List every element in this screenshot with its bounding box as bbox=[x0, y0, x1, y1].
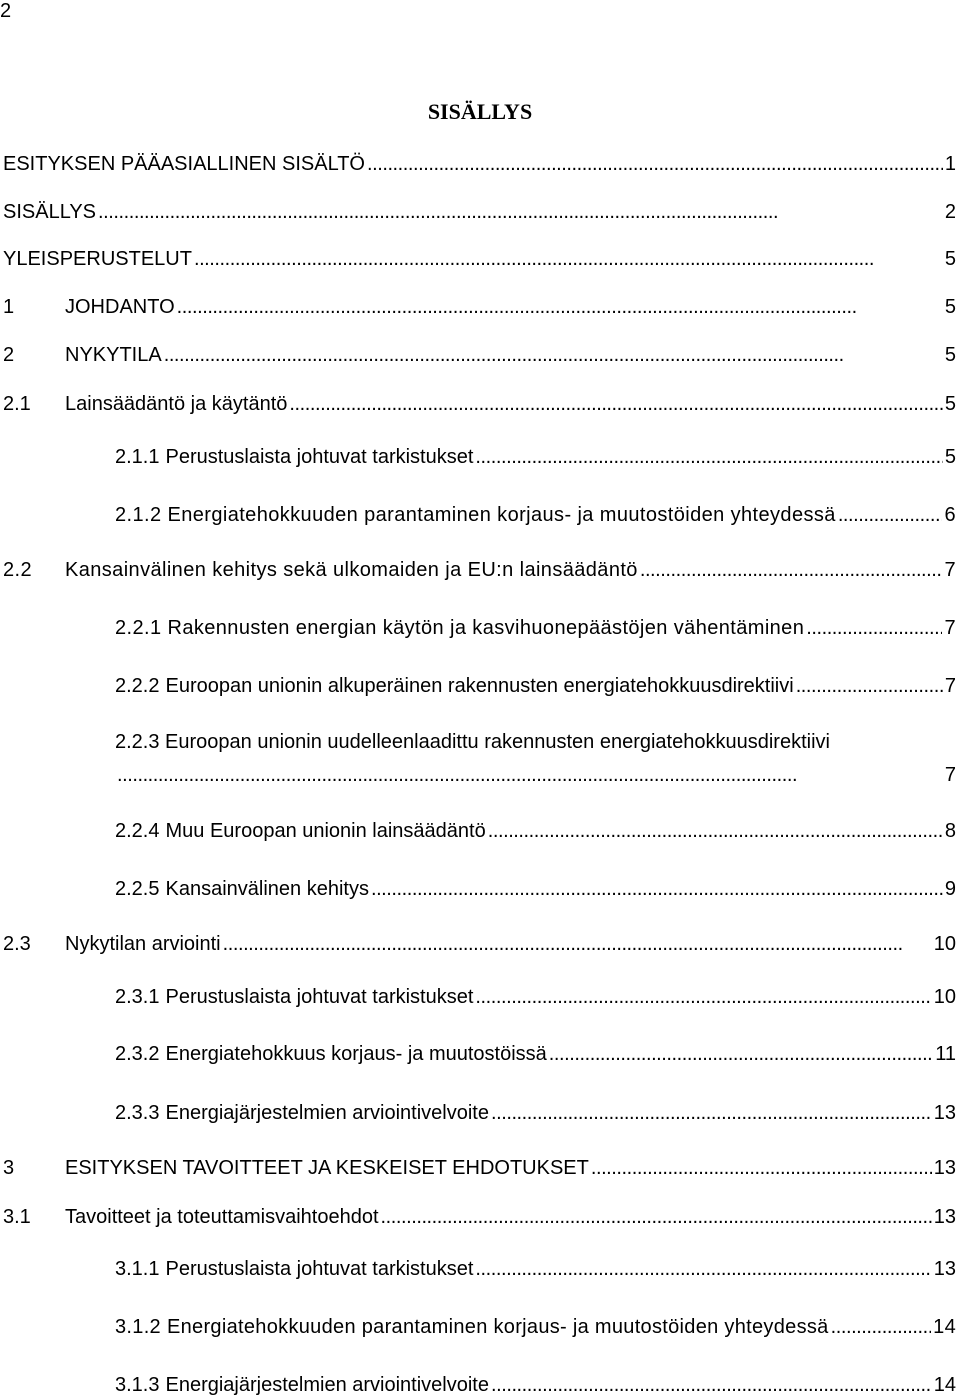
toc-entry-label: YLEISPERUSTELUT bbox=[3, 248, 192, 270]
toc-entry-number: 2.3.2 bbox=[115, 1043, 160, 1065]
toc-entry-number: 2.3.3 bbox=[115, 1102, 160, 1124]
toc-entry-label: Lainsäädäntö ja käytäntö bbox=[65, 393, 288, 415]
leader-dots bbox=[806, 615, 942, 641]
toc-title: SISÄLLYS bbox=[427, 99, 533, 124]
toc-entry[interactable] bbox=[115, 1100, 956, 1126]
leader-dots bbox=[796, 673, 943, 699]
toc-entry-label: Energiajärjestelmien arviointivelvoite bbox=[165, 1102, 489, 1124]
toc-entry-page: 7 bbox=[944, 559, 956, 581]
toc-entry-page: 5 bbox=[944, 344, 956, 366]
toc-entry-number: 2.2.4 bbox=[115, 820, 160, 842]
toc-entry[interactable] bbox=[3, 1204, 956, 1230]
toc-entry-number: 2.2.5 bbox=[115, 878, 160, 900]
toc-entry-label: Energiajärjestelmien arviointivelvoite bbox=[165, 1374, 489, 1396]
leader-dots bbox=[475, 444, 942, 470]
leader-dots bbox=[491, 1372, 932, 1398]
toc-entry-continuation[interactable] bbox=[115, 762, 956, 788]
leader-dots bbox=[371, 876, 943, 902]
leader-dots bbox=[223, 931, 932, 957]
toc-entry-page: 7 bbox=[944, 617, 956, 639]
toc-entry-number: 2.2.3 bbox=[115, 731, 160, 753]
toc-entry-number: 3.1.3 bbox=[115, 1374, 160, 1396]
toc-entry-label: ESITYKSEN TAVOITTEET JA KESKEISET EHDOTUKSET bbox=[65, 1157, 589, 1179]
toc-entry-page: 11 bbox=[935, 1043, 956, 1065]
toc-entry[interactable] bbox=[115, 876, 956, 902]
toc-entry-page: 1 bbox=[944, 153, 956, 175]
toc-entry[interactable] bbox=[115, 1041, 956, 1067]
leader-dots bbox=[640, 557, 943, 583]
toc-entry-number: 2.1.2 bbox=[115, 504, 162, 526]
toc-entry-label: Kansainvälinen kehitys bbox=[165, 878, 369, 900]
toc-entry[interactable] bbox=[115, 984, 956, 1010]
toc-entry-number: 2.2.2 bbox=[115, 675, 160, 697]
toc-entry-number: 3.1.2 bbox=[115, 1316, 161, 1338]
leader-dots bbox=[289, 391, 942, 417]
leader-dots bbox=[591, 1155, 932, 1181]
leader-dots bbox=[475, 984, 931, 1010]
toc-entry[interactable] bbox=[3, 294, 956, 320]
toc-entry-page: 13 bbox=[933, 1102, 956, 1124]
toc-entry[interactable] bbox=[115, 818, 956, 844]
toc-entry[interactable] bbox=[115, 615, 956, 641]
leader-dots bbox=[164, 342, 943, 368]
toc-entry-label: Energiatehokkuuden parantaminen korjaus- ja muutostöiden yhteydessä bbox=[166, 1316, 829, 1338]
leader-dots bbox=[831, 1314, 932, 1340]
toc-entry-number: 2.3.1 bbox=[115, 986, 160, 1008]
toc-entry-number: 1 bbox=[3, 296, 15, 318]
toc-entry-page: 10 bbox=[933, 986, 956, 1008]
toc-entry[interactable] bbox=[3, 199, 956, 225]
toc-entry-page: 5 bbox=[944, 248, 956, 270]
toc-entry-label: JOHDANTO bbox=[65, 296, 175, 318]
leader-dots bbox=[475, 1256, 931, 1282]
leader-dots bbox=[381, 1204, 932, 1230]
toc-entry-label: Tavoitteet ja toteuttamisvaihtoehdot bbox=[65, 1206, 379, 1228]
toc-entry-number: 3 bbox=[3, 1157, 15, 1179]
page-number: 2 bbox=[0, 0, 12, 22]
toc-entry-label: Perustuslaista johtuvat tarkistukset bbox=[165, 446, 474, 468]
toc-entry-label: NYKYTILA bbox=[65, 344, 162, 366]
toc-entry-page: 9 bbox=[944, 878, 956, 900]
toc-entry[interactable] bbox=[3, 391, 956, 417]
toc-entry-label: Euroopan unionin uudelleenlaadittu rakennusten energiatehokkuusdirektiivi bbox=[165, 731, 830, 753]
toc-entry-page: 2 bbox=[944, 201, 956, 223]
leader-dots bbox=[838, 502, 943, 528]
toc-entry-page: 7 bbox=[944, 764, 956, 786]
toc-entry[interactable] bbox=[3, 557, 956, 583]
toc-entry-label: Muu Euroopan unionin lainsäädäntö bbox=[165, 820, 486, 842]
toc-entry[interactable] bbox=[3, 1155, 956, 1181]
toc-entry[interactable] bbox=[3, 931, 956, 957]
toc-entry-page: 8 bbox=[944, 820, 956, 842]
leader-dots bbox=[177, 294, 943, 320]
toc-entry-page: 5 bbox=[944, 446, 956, 468]
leader-dots bbox=[194, 246, 943, 272]
leader-dots bbox=[98, 199, 943, 225]
toc-entry-page: 14 bbox=[933, 1316, 956, 1338]
toc-entry-number: 2 bbox=[3, 344, 15, 366]
toc-entry-label: Perustuslaista johtuvat tarkistukset bbox=[165, 1258, 474, 1280]
toc-entry-page: 13 bbox=[933, 1157, 956, 1179]
toc-entry-label: Energiatehokkuuden parantaminen korjaus- ja muutostöiden yhteydessä bbox=[167, 504, 836, 526]
toc-entry-number: 3.1 bbox=[3, 1206, 31, 1228]
toc-entry-label: Nykytilan arviointi bbox=[65, 933, 221, 955]
leader-dots bbox=[491, 1100, 932, 1126]
toc-entry-label: SISÄLLYS bbox=[3, 201, 97, 223]
toc-entry-number: 2.1 bbox=[3, 393, 31, 415]
toc-entry-page: 6 bbox=[944, 504, 956, 526]
toc-entry[interactable] bbox=[3, 246, 956, 272]
toc-entry-label: Rakennusten energian käytön ja kasvihuonepäästöjen vähentäminen bbox=[167, 617, 805, 639]
toc-entry-number: 2.1.1 bbox=[115, 446, 160, 468]
toc-entry-label: Perustuslaista johtuvat tarkistukset bbox=[165, 986, 474, 1008]
leader-dots bbox=[549, 1041, 933, 1067]
leader-dots bbox=[488, 818, 943, 844]
toc-entry-page: 14 bbox=[933, 1374, 956, 1396]
toc-entry-page: 7 bbox=[944, 675, 956, 697]
toc-entry-page: 13 bbox=[933, 1258, 956, 1280]
leader-dots bbox=[367, 151, 943, 177]
toc-entry-number: 3.1.1 bbox=[115, 1258, 160, 1280]
toc-entry-number: 2.2.1 bbox=[115, 617, 162, 639]
toc-entry-page: 5 bbox=[944, 393, 956, 415]
toc-entry[interactable] bbox=[115, 1314, 956, 1340]
toc-entry-page: 5 bbox=[944, 296, 956, 318]
toc-entry-number: 2.3 bbox=[3, 933, 31, 955]
toc-entry[interactable] bbox=[115, 502, 956, 528]
toc-entry-label: Energiatehokkuus korjaus- ja muutostöissä bbox=[165, 1043, 547, 1065]
leader-dots bbox=[117, 762, 943, 788]
toc-entry-number: 2.2 bbox=[3, 559, 33, 581]
toc-entry[interactable] bbox=[115, 1372, 956, 1398]
toc-entry[interactable] bbox=[115, 444, 956, 470]
toc-entry[interactable] bbox=[115, 673, 956, 699]
toc-entry-page: 10 bbox=[933, 933, 956, 955]
toc-entry-label: Euroopan unionin alkuperäinen rakennusten energiatehokkuusdirektiivi bbox=[165, 675, 794, 697]
toc-entry-label: ESITYKSEN PÄÄASIALLINEN SISÄLTÖ bbox=[3, 153, 365, 175]
toc-entry[interactable] bbox=[3, 342, 956, 368]
toc-entry[interactable] bbox=[3, 151, 956, 177]
toc-entry[interactable] bbox=[115, 1256, 956, 1282]
toc-entry-label: Kansainvälinen kehitys sekä ulkomaiden ja EU:n lainsäädäntö bbox=[65, 559, 638, 581]
toc-entry-page: 13 bbox=[933, 1206, 956, 1228]
toc-entry-wrapped-line[interactable] bbox=[115, 729, 830, 755]
